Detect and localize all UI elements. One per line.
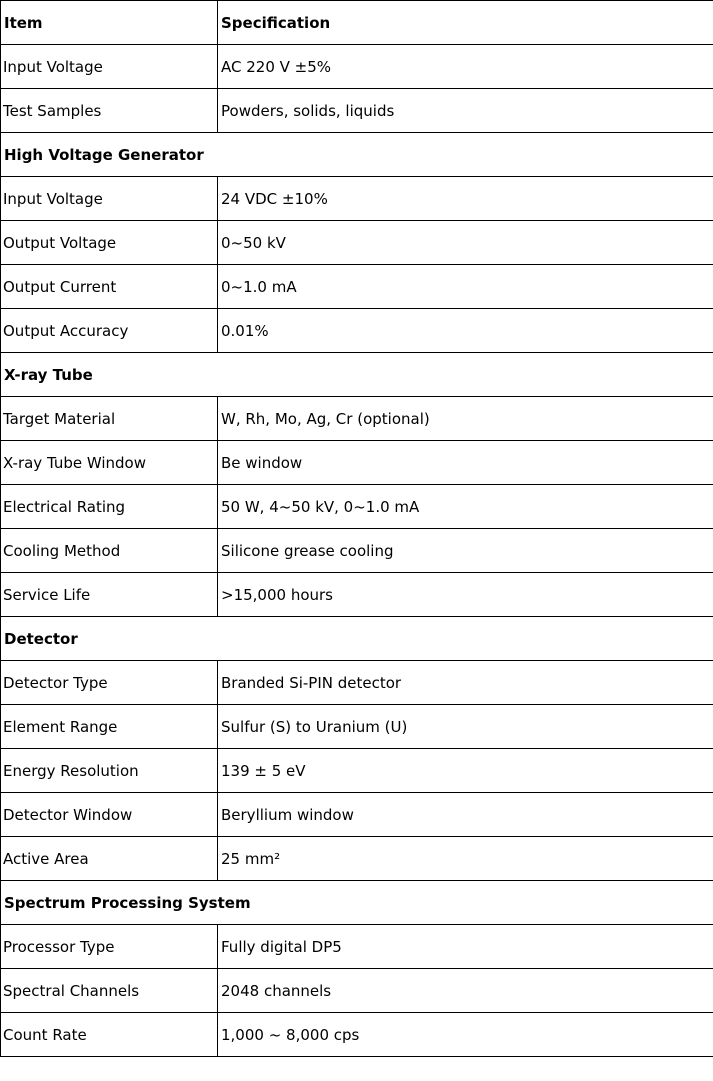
row-label: Output Accuracy [1, 309, 218, 353]
table-row [1, 837, 713, 881]
row-label: Count Rate [1, 1013, 218, 1057]
row-value: >15,000 hours [218, 573, 713, 617]
row-value: W, Rh, Mo, Ag, Cr (optional) [218, 397, 713, 441]
row-value: 0~50 kV [218, 221, 713, 265]
section-header-row [1, 353, 713, 397]
section-title-detector: Detector [1, 617, 713, 661]
table-row [1, 221, 713, 265]
row-value: Branded Si-PIN detector [218, 661, 713, 705]
row-label: Spectral Channels [1, 969, 218, 1013]
row-value: 0~1.0 mA [218, 265, 713, 309]
row-value: 2048 channels [218, 969, 713, 1013]
table-row [1, 573, 713, 617]
column-header-specification: Specification [218, 1, 713, 45]
row-value: Silicone grease cooling [218, 529, 713, 573]
row-label: Input Voltage [1, 177, 218, 221]
row-value: 0.01% [218, 309, 713, 353]
row-value: Fully digital DP5 [218, 925, 713, 969]
section-title-high-voltage-generator: High Voltage Generator [1, 133, 713, 177]
row-label: Element Range [1, 705, 218, 749]
row-label: Target Material [1, 397, 218, 441]
column-header-item: Item [1, 1, 218, 45]
row-value: Be window [218, 441, 713, 485]
table-row [1, 177, 713, 221]
table-row [1, 265, 713, 309]
table-row [1, 89, 713, 133]
table-header-row [1, 1, 713, 45]
table-row [1, 705, 713, 749]
section-header-row [1, 881, 713, 925]
table-row [1, 793, 713, 837]
section-title-spectrum-processing-system: Spectrum Processing System [1, 881, 713, 925]
row-label: Test Samples [1, 89, 218, 133]
row-label: Cooling Method [1, 529, 218, 573]
row-value: 24 VDC ±10% [218, 177, 713, 221]
row-value: 1,000 ~ 8,000 cps [218, 1013, 713, 1057]
row-label: Energy Resolution [1, 749, 218, 793]
table-row [1, 969, 713, 1013]
section-title-x-ray-tube: X-ray Tube [1, 353, 713, 397]
row-label: Detector Type [1, 661, 218, 705]
row-label: Detector Window [1, 793, 218, 837]
row-label: Output Voltage [1, 221, 218, 265]
row-value: 25 mm² [218, 837, 713, 881]
section-header-row [1, 617, 713, 661]
row-label: Input Voltage [1, 45, 218, 89]
section-header-row [1, 133, 713, 177]
row-value: Powders, solids, liquids [218, 89, 713, 133]
table-row [1, 1013, 713, 1057]
table-row [1, 441, 713, 485]
row-label: Electrical Rating [1, 485, 218, 529]
row-value: 139 ± 5 eV [218, 749, 713, 793]
row-label: Service Life [1, 573, 218, 617]
table-row [1, 925, 713, 969]
table-row [1, 397, 713, 441]
table-row [1, 529, 713, 573]
row-label: X-ray Tube Window [1, 441, 218, 485]
table-row [1, 661, 713, 705]
row-value: 50 W, 4~50 kV, 0~1.0 mA [218, 485, 713, 529]
row-label: Active Area [1, 837, 218, 881]
row-value: Sulfur (S) to Uranium (U) [218, 705, 713, 749]
table-row [1, 749, 713, 793]
row-value: AC 220 V ±5% [218, 45, 713, 89]
row-value: Beryllium window [218, 793, 713, 837]
table-row [1, 309, 713, 353]
table-row [1, 485, 713, 529]
row-label: Output Current [1, 265, 218, 309]
table-row [1, 45, 713, 89]
row-label: Processor Type [1, 925, 218, 969]
